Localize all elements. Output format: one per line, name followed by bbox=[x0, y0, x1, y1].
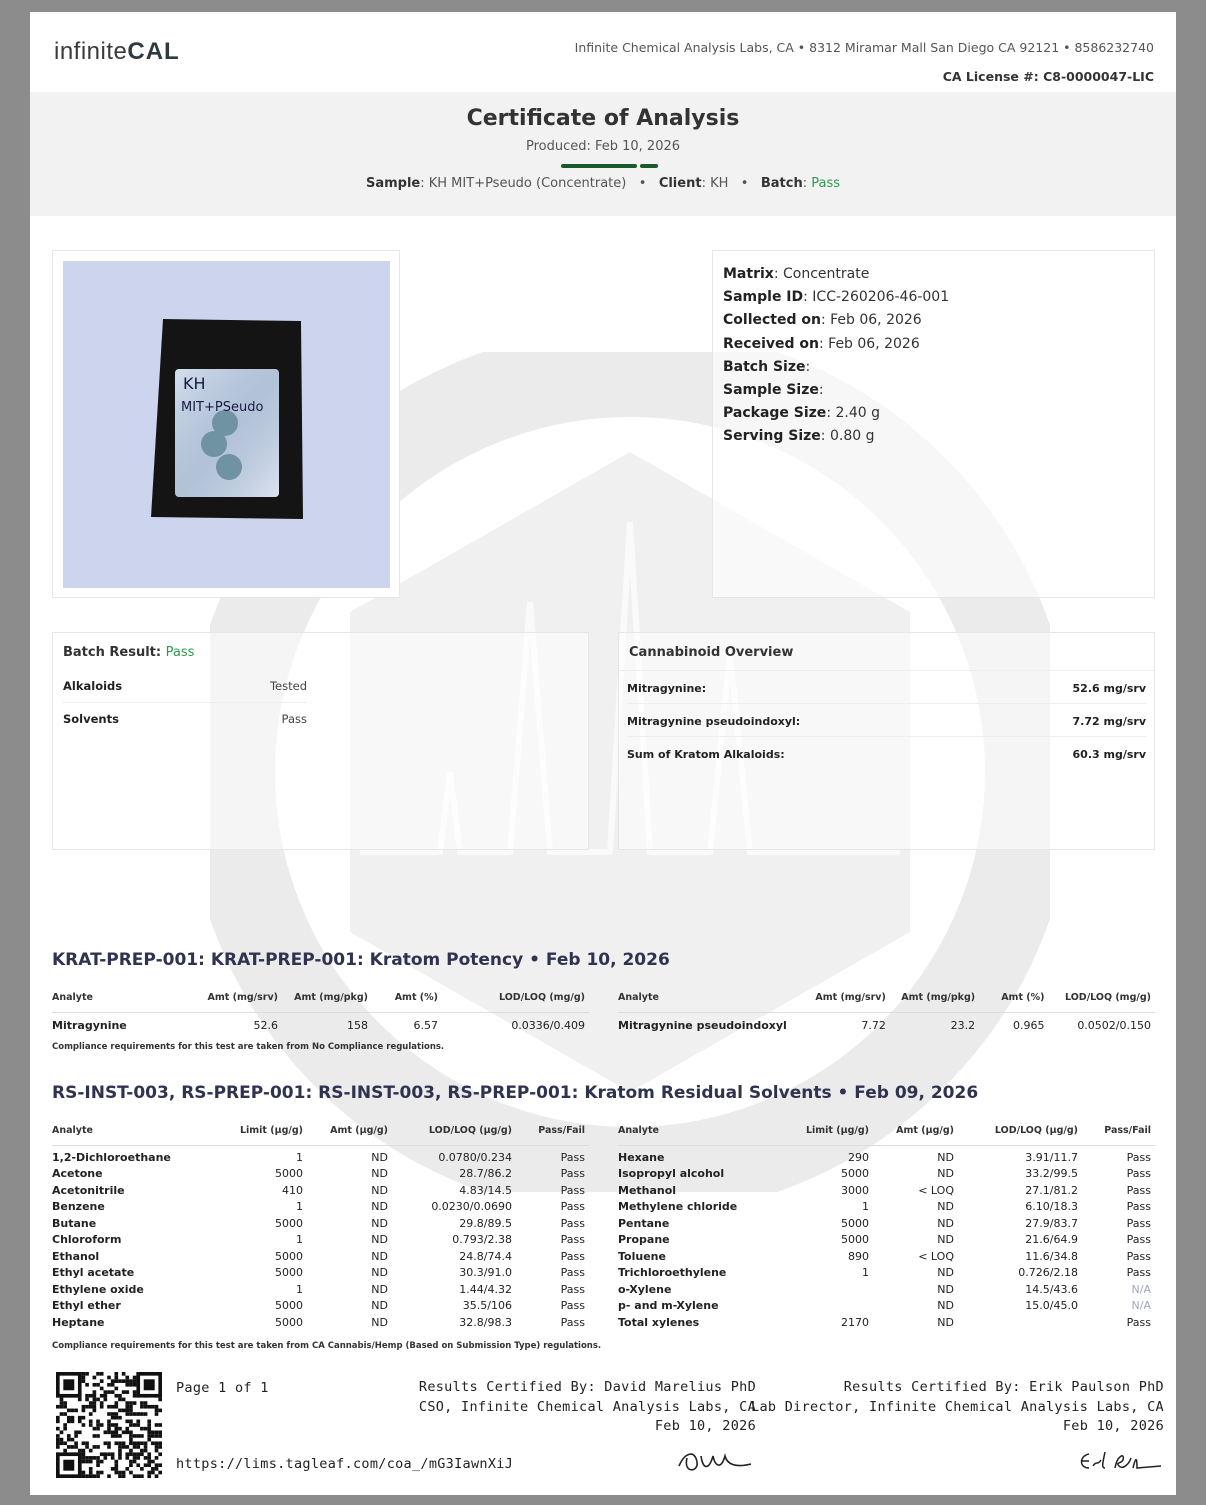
table-cell: 3.91/11.7 bbox=[1025, 1150, 1078, 1164]
solvents-section-title: RS-INST-003, RS-PREP-001: RS-INST-003, RS-PREP-001: Kratom Residual Solvents • Feb 09, 2026 bbox=[52, 1083, 979, 1103]
title-underline bbox=[30, 164, 1176, 172]
table-row bbox=[52, 1314, 589, 1331]
table-row bbox=[52, 1166, 589, 1183]
table-row bbox=[52, 1248, 589, 1265]
table-cell: 1,2-Dichloroethane bbox=[52, 1150, 171, 1164]
table-cell bbox=[958, 1314, 1082, 1331]
info-row: Collected on: Feb 06, 2026 bbox=[723, 312, 922, 329]
table-cell: ND bbox=[371, 1282, 388, 1296]
table-cell: 6.10/18.3 bbox=[1025, 1200, 1078, 1214]
table-cell: 14.5/43.6 bbox=[1025, 1282, 1078, 1296]
table-row bbox=[618, 1248, 1155, 1265]
info-row: Sample ID: ICC-260206-46-001 bbox=[723, 289, 950, 306]
column-header: Amt (%) bbox=[372, 984, 442, 1012]
table-cell: 5000 bbox=[275, 1315, 303, 1329]
title-banner bbox=[30, 92, 1176, 216]
table-cell: Isopropyl alcohol bbox=[618, 1167, 725, 1181]
table-row bbox=[618, 1199, 1155, 1216]
table-cell: Methanol bbox=[618, 1183, 677, 1197]
table-row bbox=[618, 1298, 1155, 1315]
table-row bbox=[618, 1265, 1155, 1282]
table-cell: ND bbox=[371, 1299, 388, 1313]
table-cell: 11.6/34.8 bbox=[1025, 1249, 1078, 1263]
batch-result-heading: Batch Result: Pass bbox=[63, 645, 195, 660]
column-header: LOD/LOQ (mg/g) bbox=[442, 984, 589, 1012]
column-header: Amt (mg/srv) bbox=[172, 984, 282, 1012]
table-cell: < LOQ bbox=[918, 1249, 954, 1263]
table-cell: ND bbox=[371, 1233, 388, 1247]
table-cell: Pass bbox=[1126, 1167, 1151, 1181]
table-row bbox=[618, 1149, 1155, 1166]
table-cell: 15.0/45.0 bbox=[1025, 1299, 1078, 1313]
table-cell: ND bbox=[937, 1167, 954, 1181]
table-cell: 1 bbox=[296, 1150, 303, 1164]
info-row: Batch Size: bbox=[723, 358, 811, 375]
table-cell: ND bbox=[371, 1183, 388, 1197]
license-number: CA License #: C8-0000047-LIC bbox=[942, 69, 1154, 84]
table-cell: 410 bbox=[282, 1183, 303, 1197]
column-header: Pass/Fail bbox=[1082, 1117, 1155, 1145]
table-cell: 2170 bbox=[841, 1315, 869, 1329]
document-title: Certificate of Analysis bbox=[466, 106, 740, 131]
table-cell: Acetone bbox=[52, 1167, 103, 1181]
table-cell: Pass bbox=[1126, 1249, 1151, 1263]
table-cell: Total xylenes bbox=[618, 1315, 700, 1329]
solvents-header-row bbox=[52, 1117, 589, 1145]
table-cell: Pass bbox=[560, 1315, 585, 1329]
table-cell: Pass bbox=[560, 1233, 585, 1247]
table-row bbox=[52, 1281, 589, 1298]
table-cell: Acetonitrile bbox=[52, 1183, 125, 1197]
lab-director-signature bbox=[1075, 1446, 1165, 1476]
column-header: Analyte bbox=[52, 1117, 202, 1145]
table-cell: 1.44/4.32 bbox=[459, 1282, 512, 1296]
table-cell: 5000 bbox=[275, 1167, 303, 1181]
table-cell: Pass bbox=[1126, 1266, 1151, 1280]
table-cell: N/A bbox=[1131, 1282, 1151, 1296]
table-cell: Pentane bbox=[618, 1216, 670, 1230]
table-cell bbox=[768, 1298, 873, 1315]
overview-row: Sum of Kratom Alkaloids: 60.3 mg/srv bbox=[627, 748, 1146, 761]
table-cell: ND bbox=[371, 1200, 388, 1214]
table-cell: 1 bbox=[862, 1200, 869, 1214]
table-cell: Pass bbox=[1126, 1183, 1151, 1197]
lab-logo: infiniteCAL bbox=[54, 38, 180, 65]
table-row bbox=[618, 1215, 1155, 1232]
page-number: Page 1 of 1 bbox=[176, 1380, 269, 1396]
table-row bbox=[52, 1232, 589, 1249]
column-header: Limit (µg/g) bbox=[202, 1117, 307, 1145]
table-cell: 0.0502/0.150 bbox=[1077, 1018, 1151, 1032]
table-row bbox=[52, 1298, 589, 1315]
table-cell: 23.2 bbox=[950, 1018, 976, 1032]
table-cell bbox=[768, 1281, 873, 1298]
table-row bbox=[618, 1166, 1155, 1183]
table-cell: ND bbox=[937, 1315, 954, 1329]
table-cell: Pass bbox=[1126, 1233, 1151, 1247]
column-header: Amt (%) bbox=[979, 984, 1048, 1012]
potency-table-right bbox=[618, 984, 1155, 1038]
table-cell: Ethyl ether bbox=[52, 1299, 121, 1313]
overview-row: Mitragynine: 52.6 mg/srv bbox=[627, 671, 1146, 704]
table-cell: Pass bbox=[1126, 1150, 1151, 1164]
table-cell: Pass bbox=[560, 1282, 585, 1296]
table-cell: Ethanol bbox=[52, 1249, 100, 1263]
cannabinoid-overview-heading: Cannabinoid Overview bbox=[619, 633, 1154, 671]
table-cell: 0.0336/0.409 bbox=[511, 1018, 585, 1032]
table-cell: 5000 bbox=[275, 1216, 303, 1230]
table-cell: Pass bbox=[1126, 1200, 1151, 1214]
table-cell: 1 bbox=[862, 1266, 869, 1280]
column-header: Limit (µg/g) bbox=[768, 1117, 873, 1145]
table-cell: 24.8/74.4 bbox=[459, 1249, 512, 1263]
table-row bbox=[52, 1265, 589, 1282]
qr-code[interactable] bbox=[56, 1372, 162, 1478]
column-header: LOD/LOQ (µg/g) bbox=[392, 1117, 516, 1145]
table-cell: 1 bbox=[296, 1282, 303, 1296]
table-cell: Trichloroethylene bbox=[618, 1266, 727, 1280]
table-cell: Propane bbox=[618, 1233, 670, 1247]
table-cell: 1 bbox=[296, 1233, 303, 1247]
table-cell: Pass bbox=[560, 1299, 585, 1313]
info-row: Received on: Feb 06, 2026 bbox=[723, 335, 920, 352]
table-cell: Pass bbox=[560, 1150, 585, 1164]
table-cell: 5000 bbox=[275, 1266, 303, 1280]
sample-info-card bbox=[712, 250, 1155, 598]
table-cell: Ethyl acetate bbox=[52, 1266, 135, 1280]
table-cell: 28.7/86.2 bbox=[459, 1167, 512, 1181]
table-row bbox=[618, 1281, 1155, 1298]
table-cell: 33.2/99.5 bbox=[1025, 1167, 1078, 1181]
lab-address: Infinite Chemical Analysis Labs, CA • 8312 Miramar Mall San Diego CA 92121 • 8586232740 bbox=[574, 40, 1154, 55]
table-cell: Hexane bbox=[618, 1150, 665, 1164]
table-row bbox=[618, 1012, 1155, 1038]
potency-compliance-note: Compliance requirements for this test are taken from No Compliance regulations. bbox=[52, 1042, 445, 1052]
cannabinoid-overview-card bbox=[618, 632, 1155, 850]
svg-text:KH: KH bbox=[183, 374, 206, 393]
column-header: Analyte bbox=[618, 984, 791, 1012]
table-cell: 6.57 bbox=[413, 1018, 438, 1032]
table-cell: Methylene chloride bbox=[618, 1200, 738, 1214]
table-cell: < LOQ bbox=[918, 1183, 954, 1197]
sample-photo-card bbox=[52, 250, 400, 598]
table-row bbox=[52, 1149, 589, 1166]
table-cell: 21.6/64.9 bbox=[1025, 1233, 1078, 1247]
table-cell: Benzene bbox=[52, 1200, 105, 1214]
table-cell: 35.5/106 bbox=[462, 1299, 512, 1313]
table-cell: Ethylene oxide bbox=[52, 1282, 144, 1296]
column-header: LOD/LOQ (mg/g) bbox=[1049, 984, 1156, 1012]
table-cell: Heptane bbox=[52, 1315, 105, 1329]
svg-text:MIT+PSeudo: MIT+PSeudo bbox=[181, 400, 264, 415]
table-row bbox=[52, 1215, 589, 1232]
table-cell: 29.8/89.5 bbox=[459, 1216, 512, 1230]
table-cell: Pass bbox=[560, 1183, 585, 1197]
coa-url-link[interactable]: https://lims.tagleaf.com/coa_/mG3IawnXiJ bbox=[176, 1456, 514, 1472]
table-cell: 5000 bbox=[841, 1216, 869, 1230]
info-row: Package Size: 2.40 g bbox=[723, 405, 880, 422]
column-header: LOD/LOQ (µg/g) bbox=[958, 1117, 1082, 1145]
table-cell: ND bbox=[371, 1315, 388, 1329]
table-cell: 3000 bbox=[841, 1183, 869, 1197]
table-cell: Pass bbox=[560, 1200, 585, 1214]
solvents-table-left bbox=[52, 1117, 589, 1331]
column-header: Pass/Fail bbox=[516, 1117, 589, 1145]
table-cell: 5000 bbox=[841, 1233, 869, 1247]
table-cell: 0.0780/0.234 bbox=[438, 1150, 512, 1164]
table-cell: p- and m-Xylene bbox=[618, 1299, 719, 1313]
info-row: Serving Size: 0.80 g bbox=[723, 428, 875, 445]
table-cell: 7.72 bbox=[861, 1018, 886, 1032]
batch-result-row: Alkaloids Tested bbox=[63, 670, 307, 703]
table-cell: ND bbox=[937, 1233, 954, 1247]
table-row bbox=[52, 1012, 589, 1038]
column-header: Amt (µg/g) bbox=[873, 1117, 958, 1145]
table-cell: Butane bbox=[52, 1216, 97, 1230]
table-cell: ND bbox=[937, 1282, 954, 1296]
produced-date: Produced: Feb 10, 2026 bbox=[525, 139, 681, 154]
column-header: Analyte bbox=[618, 1117, 768, 1145]
batch-result-row: Solvents Pass bbox=[63, 712, 307, 726]
solvents-table-right bbox=[618, 1117, 1155, 1331]
table-cell: ND bbox=[371, 1249, 388, 1263]
table-cell: 290 bbox=[848, 1150, 869, 1164]
overview-row: Mitragynine pseudoindoxyl: 7.72 mg/srv bbox=[627, 704, 1146, 737]
table-cell: 0.726/2.18 bbox=[1018, 1266, 1078, 1280]
table-cell: 5000 bbox=[275, 1299, 303, 1313]
table-cell: Mitragynine pseudoindoxyl bbox=[618, 1018, 787, 1032]
column-header: Amt (µg/g) bbox=[307, 1117, 392, 1145]
info-row: Sample Size: bbox=[723, 382, 824, 399]
table-cell: ND bbox=[937, 1266, 954, 1280]
batch-result-card bbox=[52, 632, 589, 850]
potency-table-left bbox=[52, 984, 589, 1038]
certifier-lab-director: Results Certified By: Erik Paulson PhD Lab Director, Infinite Chemical Analysis Labs, CA Feb 10, 2026 bbox=[751, 1379, 1164, 1434]
table-cell: 52.6 bbox=[253, 1018, 278, 1032]
column-header: Amt (mg/srv) bbox=[791, 984, 890, 1012]
table-cell: Chloroform bbox=[52, 1233, 122, 1247]
table-cell: 27.9/83.7 bbox=[1025, 1216, 1078, 1230]
potency-section-title: KRAT-PREP-001: KRAT-PREP-001: Kratom Potency • Feb 10, 2026 bbox=[52, 950, 670, 970]
table-cell: Pass bbox=[1126, 1216, 1151, 1230]
table-cell: 1 bbox=[296, 1200, 303, 1214]
table-cell: N/A bbox=[1131, 1299, 1151, 1313]
certifier-cso: Results Certified By: David Marelius PhD CSO, Infinite Chemical Analysis Labs, CA Feb 10, 2026 bbox=[418, 1379, 756, 1434]
solvents-compliance-note: Compliance requirements for this test are taken from CA Cannabis/Hemp (Based on Submission Type) regulations. bbox=[52, 1341, 602, 1351]
certificate-page bbox=[30, 12, 1176, 1495]
table-cell: 158 bbox=[347, 1018, 368, 1032]
cso-signature bbox=[675, 1444, 755, 1476]
table-cell: 5000 bbox=[841, 1167, 869, 1181]
potency-header-row bbox=[618, 984, 1155, 1012]
table-cell: ND bbox=[937, 1216, 954, 1230]
table-row bbox=[618, 1314, 1155, 1331]
column-header: Amt (mg/pkg) bbox=[890, 984, 979, 1012]
table-cell: 890 bbox=[848, 1249, 869, 1263]
table-cell: ND bbox=[371, 1150, 388, 1164]
table-cell: Pass bbox=[560, 1167, 585, 1181]
table-cell: 4.83/14.5 bbox=[459, 1183, 512, 1197]
table-cell: ND bbox=[371, 1167, 388, 1181]
table-row bbox=[618, 1232, 1155, 1249]
table-cell: 0.0230/0.0690 bbox=[431, 1200, 512, 1214]
table-cell: ND bbox=[937, 1200, 954, 1214]
table-cell: 32.8/98.3 bbox=[459, 1315, 512, 1329]
table-cell: Pass bbox=[560, 1249, 585, 1263]
table-cell: Pass bbox=[560, 1266, 585, 1280]
sample-summary: Sample: KH MIT+Pseudo (Concentrate) • Client: KH • Batch: Pass bbox=[365, 176, 841, 191]
table-cell: ND bbox=[371, 1216, 388, 1230]
table-cell: 30.3/91.0 bbox=[459, 1266, 512, 1280]
column-header: Analyte bbox=[52, 984, 172, 1012]
table-cell: Pass bbox=[560, 1216, 585, 1230]
info-row: Matrix: Concentrate bbox=[723, 266, 870, 282]
table-cell: 27.1/81.2 bbox=[1025, 1183, 1078, 1197]
table-cell: ND bbox=[371, 1266, 388, 1280]
table-cell: Pass bbox=[1126, 1315, 1151, 1329]
sample-photo bbox=[63, 261, 390, 588]
table-cell: ND bbox=[937, 1150, 954, 1164]
table-cell: Mitragynine bbox=[52, 1018, 127, 1032]
table-row bbox=[52, 1199, 589, 1216]
table-cell: 5000 bbox=[275, 1249, 303, 1263]
table-cell: ND bbox=[937, 1299, 954, 1313]
potency-header-row bbox=[52, 984, 589, 1012]
column-header: Amt (mg/pkg) bbox=[282, 984, 372, 1012]
table-cell: o-Xylene bbox=[618, 1282, 672, 1296]
table-row bbox=[618, 1182, 1155, 1199]
table-cell: Toluene bbox=[618, 1249, 666, 1263]
table-cell: 0.965 bbox=[1013, 1018, 1045, 1032]
table-cell: 0.793/2.38 bbox=[452, 1233, 512, 1247]
solvents-header-row bbox=[618, 1117, 1155, 1145]
table-row bbox=[52, 1182, 589, 1199]
